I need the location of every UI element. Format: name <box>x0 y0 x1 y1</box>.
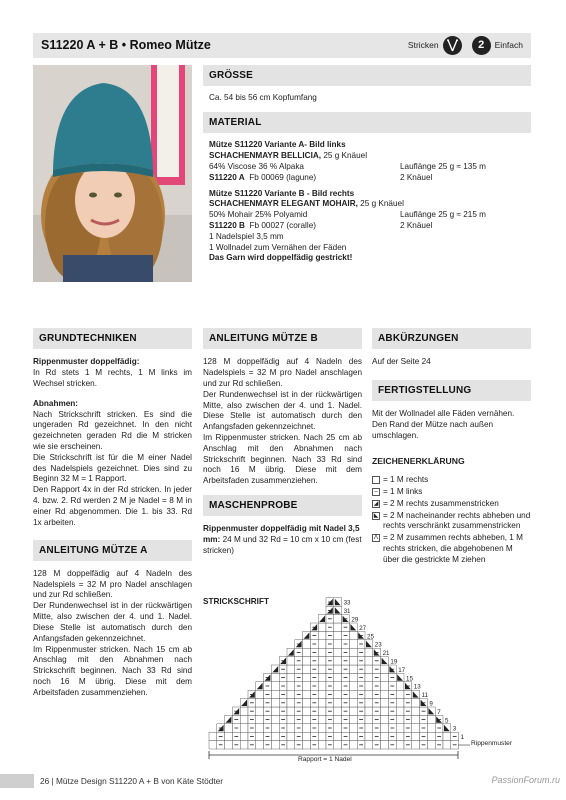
row-label: 21 <box>382 650 390 658</box>
chart-cell <box>365 690 373 698</box>
chart-cell <box>303 640 311 648</box>
wool-needle-text: 1 Wollnadel zum Vernähen der Fäden <box>209 242 347 252</box>
decrease-title: Abnahmen: <box>33 398 79 408</box>
chart-cell <box>349 732 357 740</box>
knitting-needles-icon <box>443 36 462 55</box>
chart-cell <box>271 724 279 732</box>
chart-cell <box>287 724 295 732</box>
chart-cell <box>365 648 373 656</box>
chart-cell <box>287 690 295 698</box>
chart-cell <box>303 682 311 690</box>
page-title: S11220 A + B • Romeo Mütze <box>41 38 211 53</box>
difficulty-info <box>408 36 523 55</box>
chart-cell <box>396 724 404 732</box>
legend-label: = 2 M nacheinander rechts abheben und rechts verschränkt zusammenstricken <box>383 510 531 531</box>
chart-cell <box>427 741 435 749</box>
section-heading-grundtechniken: GRUNDTECHNIKEN <box>33 328 192 349</box>
chart-cell <box>365 732 373 740</box>
chart-heading: STRICKSCHRIFT <box>203 597 269 606</box>
chart-cell <box>365 741 373 749</box>
chart-cell <box>287 707 295 715</box>
variant-a-composition: 64% Viscose 36 % Alpaka <box>209 161 304 171</box>
chart-cell <box>381 741 389 749</box>
section-heading-maschenprobe: MASCHENPROBE <box>203 495 362 516</box>
chart-cell <box>303 724 311 732</box>
product-photo <box>33 65 192 282</box>
row-label: 9 <box>429 700 433 708</box>
row-label: 17 <box>398 666 406 674</box>
info-block <box>203 65 531 270</box>
legend-label: = 2 M rechts zusammenstricken <box>383 498 499 508</box>
rib-pattern-text: In Rd stets 1 M rechts, 1 M links im Wechsel stricken. <box>33 368 192 388</box>
variant-a-weight: 25 g Knäuel <box>321 151 368 161</box>
chart-cell <box>334 699 342 707</box>
instructions-b-p3: Im Rippenmuster stricken. Nach 25 cm ab Anschlag mit den Abnahmen nach Strickschrift beginnen. Nach 33 Rd sind noch 16 M übrig. Diese mit dem Arbeitsfaden zusammenziehen. <box>203 432 362 486</box>
variant-a-amount: 2 Knäuel <box>400 172 433 182</box>
chart-cell <box>318 707 326 715</box>
chart-cell <box>365 682 373 690</box>
chart-cell <box>427 715 435 723</box>
chart-cell <box>303 673 311 681</box>
chart-cell <box>318 741 326 749</box>
chart-cell <box>318 623 326 631</box>
chart-cell <box>396 682 404 690</box>
k2tog-symbol-icon: ◢ <box>373 500 379 507</box>
chart-cell <box>271 699 279 707</box>
chart-cell <box>318 657 326 665</box>
chart-cell <box>412 699 420 707</box>
variant-b <box>209 189 531 265</box>
chart-cell <box>240 715 248 723</box>
section-heading-anleitung-a: ANLEITUNG MÜTZE A <box>33 540 192 561</box>
section-heading-anleitung-b: ANLEITUNG MÜTZE B <box>203 328 362 349</box>
chart-cell <box>334 631 342 639</box>
chart-cell <box>365 707 373 715</box>
chart-cell <box>381 715 389 723</box>
row-label: 29 <box>351 616 359 624</box>
chart-cell <box>318 682 326 690</box>
chart-cell <box>318 673 326 681</box>
row-label: 25 <box>367 633 374 641</box>
chart-cell <box>334 741 342 749</box>
variant-a-code: S11220 A <box>209 172 245 182</box>
difficulty-label: Einfach <box>494 39 523 50</box>
legend-item <box>372 533 531 565</box>
chart-cell <box>412 715 420 723</box>
chart-cell <box>334 623 342 631</box>
chart-cell <box>287 682 295 690</box>
chart-cell <box>303 690 311 698</box>
chart-cell <box>349 682 357 690</box>
yarn-note: Das Garn wird doppelfädig gestrickt! <box>209 253 353 263</box>
chart-cell <box>303 715 311 723</box>
legend-heading: ZEICHENERKLÄRUNG <box>372 455 465 466</box>
chart-cell <box>256 732 264 740</box>
legend-label: = 1 M links <box>383 486 423 496</box>
chart-cell <box>256 741 264 749</box>
variant-b-length: Lauflänge 25 g ≈ 215 m <box>400 210 486 220</box>
variant-b-composition: 50% Mohair 25% Polyamid <box>209 210 308 220</box>
chart-cell <box>209 732 217 740</box>
chart-cell <box>287 699 295 707</box>
column-right <box>372 328 531 567</box>
row-label: 7 <box>437 708 441 716</box>
chart-cell <box>240 732 248 740</box>
chart-cell <box>381 682 389 690</box>
chart-cell <box>271 741 279 749</box>
chart-cell <box>349 631 357 639</box>
chart-cell <box>396 707 404 715</box>
chart-cell <box>256 690 264 698</box>
chart-cell <box>365 699 373 707</box>
chart-cell <box>349 724 357 732</box>
chart-cell <box>271 690 279 698</box>
row-label: 3 <box>452 725 457 733</box>
decrease-text-2: Die Strickschrift ist für die M einer Nadel des Nadelspiels gezeichnet. Dies sind zu Beginn 32 M = 1 Rapport. <box>33 452 192 484</box>
instructions-a-p1: 128 M doppelfädig auf 4 Nadeln des Nadelspiels = 32 M pro Nadel anschlagen und zur Rd schließen. <box>33 568 192 600</box>
page-header <box>33 33 531 58</box>
chart-cell <box>303 707 311 715</box>
chart-cells <box>209 598 459 749</box>
watermark: PassionForum.ru <box>491 775 560 786</box>
chart-cell <box>381 699 389 707</box>
row-label: 13 <box>413 683 421 691</box>
chart-cell <box>349 640 357 648</box>
column-left <box>33 328 192 699</box>
row-label: 23 <box>374 641 382 649</box>
chart-cell <box>256 715 264 723</box>
chart-cell <box>256 699 264 707</box>
chart-cell <box>240 724 248 732</box>
finishing-p1: Mit der Wollnadel alle Fäden vernähen. <box>372 409 515 419</box>
chart-cell <box>318 715 326 723</box>
chart-cell <box>271 673 279 681</box>
chart-cell <box>427 724 435 732</box>
decrease-text-3: Den Rapport 4x in der Rd stricken. In jeder 4. bzw. 2. Rd werden 2 M je Nadel = 8 M in einer Rd abgenommen. Die 1. bis 33. Rd 1x arbeiten. <box>33 485 192 527</box>
chart-cell <box>396 690 404 698</box>
symbol-legend <box>372 475 531 566</box>
chart-cell <box>271 732 279 740</box>
chart-cell <box>303 732 311 740</box>
row-label: 33 <box>343 599 351 607</box>
chart-cell <box>334 690 342 698</box>
size-text: Ca. 54 bis 56 cm Kopfumfang <box>209 93 317 103</box>
skill-label: Stricken <box>407 39 439 50</box>
chart-cell <box>318 724 326 732</box>
chart-cell <box>303 665 311 673</box>
chart-cell <box>396 732 404 740</box>
row-label: 5 <box>445 717 449 725</box>
repeat-label: Rapport = 1 Nadel <box>298 756 352 763</box>
chart-cell <box>365 665 373 673</box>
chart-cell <box>412 741 420 749</box>
page-footer <box>0 774 566 788</box>
section-heading-material: MATERIAL <box>203 112 531 133</box>
chart-cell <box>334 707 342 715</box>
chart-cell <box>396 699 404 707</box>
variant-b-weight: 25 g Knäuel <box>357 199 404 209</box>
gauge-value: 24 M und 32 Rd = 10 cm x 10 cm (fest stricken) <box>203 535 362 555</box>
chart-cell <box>334 673 342 681</box>
footer-text: 26 | Mütze Design S11220 A + B von Käte Stödter <box>40 775 224 786</box>
chart-cell <box>271 682 279 690</box>
legend-label: = 1 M rechts <box>383 475 429 485</box>
chart-cell <box>334 715 342 723</box>
variant-a-title: Mütze S11220 Variante A- Bild links <box>209 140 346 150</box>
needles-text: 1 Nadelspiel 3,5 mm <box>209 231 284 241</box>
knitting-chart <box>200 597 530 772</box>
chart-cell <box>240 707 248 715</box>
chart-cell <box>240 741 248 749</box>
chart-cell <box>349 707 357 715</box>
row-label: 15 <box>406 675 413 683</box>
chart-cell <box>365 724 373 732</box>
variant-a-brand: SCHACHENMAYR BELLICIA, <box>209 151 322 161</box>
chart-cell <box>334 648 342 656</box>
chart-cell <box>318 665 326 673</box>
chart-cell <box>349 690 357 698</box>
variant-b-color: Fb 00027 (coralle) <box>249 221 316 230</box>
chart-cell <box>209 741 217 749</box>
purl-symbol-icon: – <box>372 488 380 496</box>
chart-cell <box>225 741 233 749</box>
chart-cell <box>365 673 373 681</box>
chart-cell <box>318 631 326 639</box>
row-label: 11 <box>421 692 429 700</box>
instructions-b-p1: 128 M doppelfädig auf 4 Nadeln des Nadelspiels = 32 M pro Nadel anschlagen und zur Rd schließen. <box>203 357 362 388</box>
finishing-p2: Den Rand der Mütze nach außen umschlagen. <box>372 420 494 440</box>
chart-cell <box>381 707 389 715</box>
chart-cell <box>349 665 357 673</box>
row-label: 31 <box>343 608 351 616</box>
chart-cell <box>443 741 451 749</box>
chart-cell <box>349 673 357 681</box>
chart-cell <box>287 715 295 723</box>
variant-b-amount: 2 Knäuel <box>400 221 433 230</box>
chart-cell <box>287 657 295 665</box>
legend-item <box>372 487 531 498</box>
rib-label: Rippenmuster <box>471 740 513 747</box>
row-label: 1 <box>460 734 465 742</box>
chart-cell <box>334 682 342 690</box>
chart-cell <box>256 707 264 715</box>
chart-cell <box>334 640 342 648</box>
difficulty-level-badge: 2 <box>472 36 491 55</box>
chart-cell <box>443 732 451 740</box>
chart-cell <box>381 690 389 698</box>
chart-cell <box>412 707 420 715</box>
legend-item <box>372 511 531 533</box>
chart-cell <box>396 715 404 723</box>
chart-cell <box>381 724 389 732</box>
chart-cell <box>225 724 233 732</box>
chart-cell <box>396 741 404 749</box>
chart-cell <box>287 732 295 740</box>
chart-cell <box>303 699 311 707</box>
variant-b-code: S11220 B <box>209 221 245 230</box>
chart-cell <box>349 657 357 665</box>
chart-cell <box>287 665 295 673</box>
variant-b-brand: SCHACHENMAYR ELEGANT MOHAIR, <box>209 199 358 209</box>
instructions-b-p2: Der Rundenwechsel ist in der rückwärtigen Mitte, also zwischen der 4. und 1. Nadel. Diese Stelle ist automatisch durch den Anfangsfaden gekennzeichnet. <box>203 389 362 432</box>
chart-cell <box>334 657 342 665</box>
rib-pattern-title: Rippenmuster doppelfädig: <box>33 357 140 367</box>
section-heading-fertigstellung: FERTIGSTELLUNG <box>372 380 531 401</box>
chart-cell <box>412 732 420 740</box>
instructions-a-p2: Der Rundenwechsel ist in der rückwärtigen Mitte, also zwischen der 4. und 1. Nadel. Diese Stelle ist automatisch durch den Anfangsfaden gekennzeichnet. <box>33 601 192 643</box>
chart-cell <box>334 665 342 673</box>
chart-cell <box>334 732 342 740</box>
chart-cell <box>287 741 295 749</box>
chart-cell <box>271 715 279 723</box>
chart-cell <box>303 657 311 665</box>
legend-item <box>372 475 531 486</box>
chart-cell <box>349 715 357 723</box>
variant-a <box>209 140 531 183</box>
chart-cell <box>318 648 326 656</box>
chart-cell <box>271 707 279 715</box>
chart-cell <box>381 732 389 740</box>
chart-cell <box>225 732 233 740</box>
chart-cell <box>381 673 389 681</box>
chart-cell <box>365 657 373 665</box>
chart-cell <box>334 724 342 732</box>
chart-cell <box>318 699 326 707</box>
gauge-text <box>203 524 362 556</box>
legend-item <box>372 499 531 510</box>
column-middle <box>203 328 362 557</box>
double-decrease-symbol-icon: Λ <box>373 535 378 542</box>
footer-bar <box>0 774 34 788</box>
variant-a-color: Fb 00069 (lagune) <box>249 172 317 182</box>
row-label: 19 <box>390 658 398 666</box>
legend-label: = 2 M zusammen rechts abheben, 1 M rechts stricken, die abgehobenen M über die gestrickte M ziehen <box>383 533 523 564</box>
row-label: 27 <box>359 624 367 632</box>
chart-cell <box>381 665 389 673</box>
abbreviations-text: Auf der Seite 24 <box>372 357 431 367</box>
variant-b-title: Mütze S11220 Variante B - Bild rechts <box>209 188 355 198</box>
chart-cell <box>427 732 435 740</box>
chart-cell <box>287 673 295 681</box>
gauge-title: Rippenmuster doppelfädig mit Nadel 3,5 mm: <box>203 524 360 545</box>
chart-cell <box>318 732 326 740</box>
chart-cell <box>365 715 373 723</box>
chart-cell <box>303 648 311 656</box>
chart-cell <box>318 690 326 698</box>
decrease-text-1: Nach Strickschrift stricken. Es sind die ungeraden Rd gezeichnet. In den nicht gezeichneten geraden Rd die M stricken wie sie erscheinen. <box>33 409 192 451</box>
chart-cell <box>303 741 311 749</box>
chart-cell <box>318 640 326 648</box>
knit-symbol-icon <box>372 476 380 484</box>
chart-cell <box>334 615 342 623</box>
instructions-a-p3: Im Rippenmuster stricken. Nach 15 cm ab Anschlag mit den Abnahmen nach Strickschrift beginnen. Nach 33 Rd sind noch 16 M übrig. Diese mit dem Arbeitsfaden zusammenziehen. <box>33 644 192 697</box>
chart-cell <box>349 648 357 656</box>
chart-cell <box>412 724 420 732</box>
section-heading-groesse: GRÖSSE <box>203 65 531 86</box>
variant-a-length: Lauflänge 25 g ≈ 135 m <box>400 161 486 171</box>
chart-cell <box>256 724 264 732</box>
ssk-symbol-icon: ◣ <box>373 512 379 519</box>
chart-cell <box>349 699 357 707</box>
section-heading-abkuerzungen: ABKÜRZUNGEN <box>372 328 531 349</box>
chart-cell <box>349 741 357 749</box>
